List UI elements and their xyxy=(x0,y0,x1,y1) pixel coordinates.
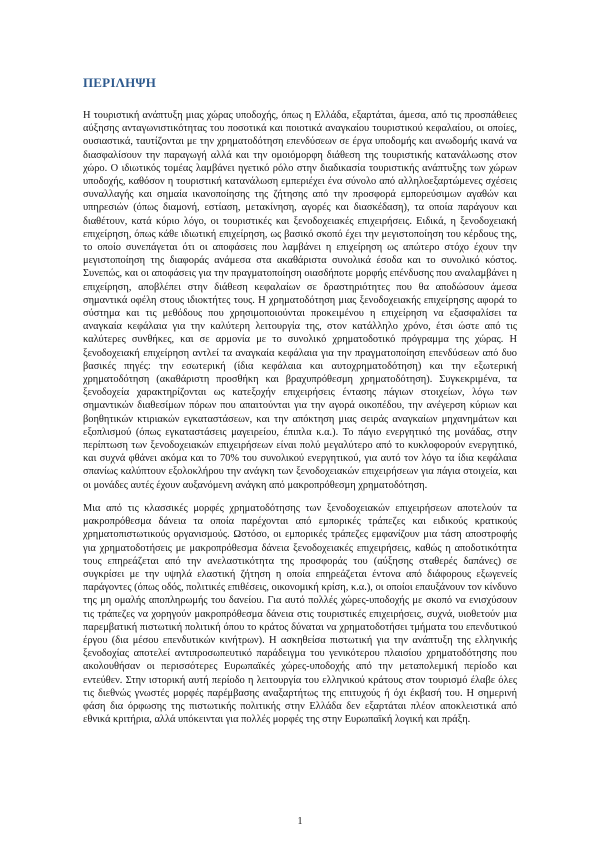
abstract-paragraph-1: Η τουριστική ανάπτυξη μιας χώρας υποδοχής, όπως η Ελλάδα, εξαρτάται, άμεσα, από τις προσπάθειες αύξησης ανταγωνιστικότητας του ποσοτικά και ποιοτικά αναγκαίου τουριστικού κεφαλαίου, οι οποίες, ουσιαστικά, ταυτίζονται με την χρηματοδότηση επενδύσεων σε έργα υποδομής και ανωδομής ικανά να διασφαλίσουν την παραγωγή αλλά και την ομοιόμορφη διάθεση της τουριστικής κατανάλωσης στον χώρο. Ο ιδιωτικός τομέας λαμβάνει ηγετικό ρόλο στην διαδικασία τουριστικής ανάπτυξης των χώρων υποδοχής, καθόσον η τουριστική κατανάλωση εμπεριέχει ένα σύνολο από αλληλοεξαρτώμενες σχέσεις συναλλαγής και σημαία ικανοποίησης της ζήτησης από την προσφορά εμπορεύσιμων αγαθών και υπηρεσιών (όπως διαμονή, εστίαση, μετακίνηση, αγορές και διασκέδαση), τα οποία παράγουν και διαθέτουν, κατά κύριο λόγο, οι τουριστικές και ξενοδοχειακές επιχειρήσεις. Ειδικά, η ξενοδοχειακή επιχείρηση, όπως κάθε ιδιωτική επιχείρηση, ως βασικό σκοπό έχει την μεγιστοποίηση του κέρδους της, το οποίο συνεπάγεται ότι οι αποφάσεις που λαμβάνει η επιχείρηση ως απώτερο στόχο έχουν την μεγιστοποίηση της διαφοράς ανάμεσα στα ακαθάριστα συνολικά έσοδα και το συνολικό κόστος. Συνεπώς, και οι αποφάσεις για την πραγματοποίηση οιασδήποτε μορφής επένδυσης που αναλαμβάνει η επιχείρηση, αποβλέπει στην διάθεση κεφαλαίων σε δραστηριότητες που θα αποδώσουν άμεσα σημαντικά οφέλη στους ιδιοκτήτες τους. Η χρηματοδότηση μιας ξενοδοχειακής επιχείρησης αφορά το σύστημα και τις μεθόδους που χρησιμοποιούνται προκειμένου η επιχείρηση να εξασφαλίσει τα αναγκαία κεφάλαια για την καλύτερη λειτουργία της, στον κατάλληλο χρόνο, έτσι ώστε από τις καλύτερες συνθήκες, και σε αρμονία με το συνολικό χρηματοδοτικό πρόγραμμα της χώρας. Η ξενοδοχειακή επιχείρηση αντλεί τα αναγκαία κεφάλαια για την πραγματοποίηση επενδύσεων από δυο βασικές πηγές: την εσωτερική (ίδια κεφάλαια και αυτοχρηματοδότηση) και την εξωτερική χρηματοδότηση (ακαθάριστη προσθήκη και βραχυπρόθεσμη χρηματοδότηση). Συγκεκριμένα, τα ξενοδοχεία χαρακτηρίζονται ως κατεξοχήν επιχειρήσεις έντασης πάγιων στοιχείων, λόγω των σημαντικών διαθεσίμων πόρων που απαιτούνται για την αγορά οικοπέδου, την ανέγερση κύριων και βοηθητικών κτιριακών εγκαταστάσεων, και την απόκτηση μιας σειράς αναγκαίων μηχανημάτων και εξοπλισμού (όπως εγκαταστάσεις μαγειρείου, έπιπλα κ.α.). Το πάγιο ενεργητικό της μονάδας, στην περίπτωση των ξενοδοχειακών επιχειρήσεων είναι πολύ μεγαλύτερο από το κυκλοφορούν ενεργητικό, και συχνά φθάνει ακόμα και το 70% του συνολικού ενεργητικού, για αυτό τον λόγο τα ίδια κεφάλαια σπανίως καλύπτουν εξολοκλήρου την ανάγκη των ξενοδοχειακών επιχειρήσεων για πάγια στοιχεία, και οι μονάδες αυτές έχουν αυξανόμενη ανάγκη από μακροπρόθεσμη χρηματοδότηση. xyxy=(83,110,517,491)
abstract-paragraph-2: Μια από τις κλασσικές μορφές χρηματοδότησης των ξενοδοχειακών επιχειρήσεων αποτελούν τα μακροπρόθεσμα δάνεια τα οποία παρέχονται από εμπορικές τράπεζες και ειδικούς κρατικούς χρηματοπιστωτικούς οργανισμούς. Ωστόσο, οι εμπορικές τράπεζες εμφανίζουν μια τάση αποστροφής για χρηματοδοτήσεις με μακροπρόθεσμα δάνεια ξενοδοχειακές επιχειρήσεις, καθώς η αποδοτικότητα τους επηρεάζεται από την ανελαστικότητα της προσφοράς του (αύξησης σταθερές δαπάνες) σε συγκρίσει με την υψηλά ελαστική ζήτηση η οποία επηρεάζεται έντονα από διάφορους εξωγενείς παράγοντες (όπως οδός, πολιτικές επιθέσεις, οικονομική κρίση, κ.α.), οι οποίοι επαυξάνουν τον κίνδυνο της μη ομαλής αποπληρωμής του δανείου. Για αυτό πολλές χώρες-υποδοχής με σκοπό να ενισχύσουν τις τράπεζες να χορηγούν μακροπρόθεσμα δάνεια στις τουριστικές επιχειρήσεις, συχνά, υιοθετούν μια παρεμβατική πιστωτική πολιτική όπου το κράτος δύναται να χρηματοδοτήσει τμήματα του επενδυτικού έργου (δια μέσου επενδυτικών κινήτρων). Η ασκηθείσα πιστωτική για την ανάπτυξη της ελληνικής ξενοδοχίας αποτελεί αντιπροσωπευτικό παράδειγμα του γενικότερου πλαισίου χρηματοδότησης που ακολουθήσαν οι περισσότερες Ευρωπαϊκές χώρες-υποδοχής από την μεταπολεμική περίοδο και εντεύθεν. Στην ιστορική αυτή περίοδο η λειτουργία του ελληνικού κράτους στον τουρισμό έλαβε όλες τις διεθνώς γνωστές μορφές παρέμβασης αναξαρτήτως της επιτυχούς ή όχι έκβασή του. Η σημερινή φάση δια όρφωσης της πιστωτικής πολιτικής στην Ελλάδα δεν εξαρτάται πλέον αποκλειστικά από εθνικά κριτήρια, αλλά υπόκεινται για πολλές μορφές της στην Ευρωπαϊκή λογική και πράξη. xyxy=(83,502,517,726)
page-number: 1 xyxy=(297,816,303,827)
section-heading: ΠΕΡΙΛΗΨΗ xyxy=(83,75,157,90)
